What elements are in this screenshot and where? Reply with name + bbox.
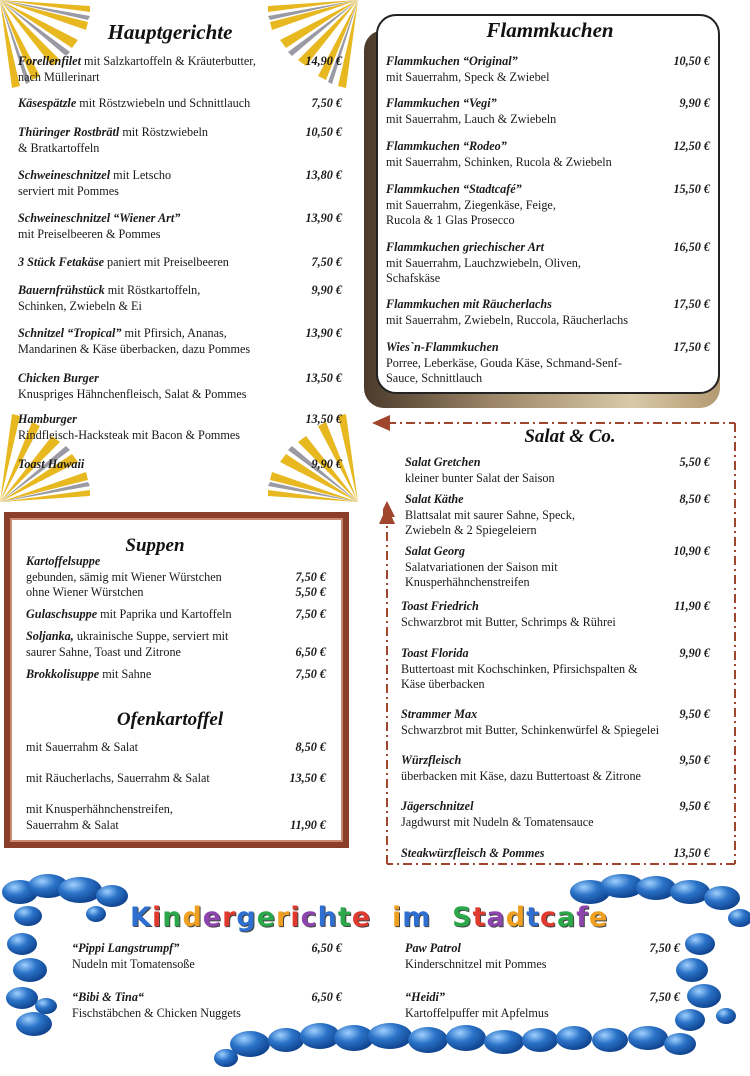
salat-title: Salat & Co. [524, 426, 616, 447]
item-desc-line2: Schinken, Zwiebeln & Ei [18, 298, 142, 313]
item-price: 17,50 € [673, 297, 710, 311]
item-price: 7,50 € [295, 667, 326, 681]
menu-item [18, 168, 303, 199]
item-price: 7,50 € [295, 570, 326, 584]
item-price: 13,50 € [289, 771, 326, 785]
suppen-title: Suppen [125, 535, 185, 556]
kartoffelsuppe-item [26, 554, 286, 570]
menu-item [18, 371, 303, 402]
item-price: 7,50 € [649, 990, 680, 1004]
item-price: 9,90 € [311, 283, 342, 297]
item-price: 13,80 € [305, 168, 342, 182]
item-desc: Nudeln mit Tomatensoße [72, 956, 195, 971]
menu-item [18, 326, 308, 357]
item-price: 9,50 € [679, 799, 710, 813]
item-name: Flammkuchen “Stadtcafé” [386, 182, 522, 196]
item-desc: Porree, Leberkäse, Gouda Käse, Schmand-Senf- [386, 355, 622, 370]
menu-item [386, 96, 676, 127]
kids-title-letter: e [351, 902, 372, 933]
item-price: 7,50 € [295, 607, 326, 621]
menu-item [18, 283, 303, 314]
menu-item [386, 340, 676, 387]
item-desc: Buttertoast mit Kochschinken, Pfirsichspalten & [401, 661, 638, 676]
item-name: Strammer Max [401, 707, 478, 721]
item-desc: mit Sauerrahm, Lauch & Zwiebeln [386, 111, 557, 126]
item-desc: überbacken mit Käse, dazu Buttertoast & Zitrone [401, 768, 641, 783]
item-desc-line2: saurer Sahne, Toast und Zitrone [26, 644, 181, 659]
kids-title-letter: i [151, 902, 163, 933]
item-name: Gulaschsuppe [26, 607, 98, 621]
item-price: 9,90 € [311, 457, 342, 471]
menu-item [18, 125, 303, 156]
item-name: Schweineschnitzel “Wiener Art” [18, 211, 181, 225]
item-price: 9,90 € [679, 646, 710, 660]
item-desc: mit Röstzwiebeln [119, 125, 208, 139]
menu-item [26, 802, 286, 833]
item-price: 10,50 € [673, 54, 710, 68]
item-desc: mit Sauerrahm, Schinken, Rucola & Zwiebeln [386, 154, 612, 169]
item-price: 9,90 € [679, 96, 710, 110]
item-name: Salat Käthe [405, 492, 464, 506]
kids-title-letter: e [589, 902, 609, 933]
item-name: Flammkuchen “Vegi” [386, 96, 497, 110]
item-price: 15,50 € [673, 182, 710, 196]
menu-item [18, 457, 303, 473]
item-price: 6,50 € [311, 941, 342, 955]
arrow-up-icon [379, 506, 395, 526]
item-desc-line2: Knusperhähnchenstreifen [405, 575, 530, 589]
item-desc: Schwarzbrot mit Butter, Schrimps & Rührei [401, 614, 616, 629]
kids-title-letter: c [300, 902, 318, 933]
item-name: Schnitzel “Tropical” [18, 326, 122, 340]
item-desc-line2: Schafskäse [386, 271, 441, 285]
kids-title-letter: h [317, 902, 338, 933]
menu-item [18, 211, 303, 242]
arrow-left-icon [372, 415, 392, 431]
flammkuchen-title: Flammkuchen [486, 18, 614, 42]
item-desc-line2: Knuspriges Hähnchenfleisch, Salat & Pommes [18, 386, 247, 401]
item-price: 12,50 € [673, 139, 710, 153]
item-name: Thüringer Rostbrätl [18, 125, 120, 139]
item-desc-line2: nach Müllerinart [18, 69, 100, 84]
item-name: Paw Patrol [405, 941, 461, 955]
item-desc-line2: Rindfleisch-Hacksteak mit Bacon & Pommes [18, 427, 241, 442]
item-name: Kartoffelsuppe [26, 554, 101, 568]
kids-title-letter: f [576, 902, 590, 933]
kids-title-letter: r [276, 902, 291, 933]
item-name: Toast Friedrich [401, 599, 479, 613]
kids-title-letter: m [402, 902, 432, 933]
ofenkartoffel-title: Ofenkartoffel [116, 709, 224, 730]
item-desc-line2: Sauce, Schnittlauch [386, 371, 483, 385]
item-desc: mit Sauerrahm, Speck & Zwiebel [386, 69, 550, 84]
item-price: 9,50 € [679, 753, 710, 767]
menu-item [18, 255, 303, 271]
item-price: 10,90 € [673, 544, 710, 558]
menu-item [18, 412, 303, 443]
item-name: Forellenfilet [18, 54, 81, 68]
item-name: Flammkuchen “Original” [386, 54, 518, 68]
item-desc: mit Röstzwiebeln und Schnittlauch [76, 96, 251, 110]
kids-title-letter: r [222, 902, 237, 933]
item-name: Salat Georg [405, 544, 465, 558]
item-name: Würzfleisch [401, 753, 462, 767]
kids-title-letter: t [472, 902, 487, 933]
item-desc-line2: mit Preiselbeeren & Pommes [18, 226, 161, 241]
kids-title-letter [431, 902, 452, 933]
kids-menu-item [405, 990, 635, 1021]
kids-title-letter: d [182, 902, 203, 933]
kindergerichte-title [130, 902, 609, 933]
item-desc-line2: & Bratkartoffeln [18, 140, 100, 155]
item-desc: mit Letscho [110, 168, 172, 182]
item-desc: mit Sauerrahm, Lauchzwiebeln, Oliven, [386, 255, 581, 270]
item-price: 13,50 € [305, 412, 342, 426]
item-desc: Blattsalat mit saurer Sahne, Speck, [405, 507, 575, 522]
menu-item [386, 139, 676, 170]
item-desc: ukrainische Suppe, serviert mit [73, 629, 229, 643]
item-price: 13,90 € [305, 211, 342, 225]
item-desc: mit Röstkartoffeln, [104, 283, 201, 297]
item-desc: Salatvariationen der Saison mit [405, 559, 558, 574]
item-name: Steakwürzfleisch & Pommes [401, 846, 545, 860]
menu-item [18, 96, 303, 112]
menu-item [386, 54, 676, 85]
item-desc: mit Sauerrahm, Zwiebeln, Ruccola, Räucherlachs [386, 312, 628, 327]
kids-title-letter: a [557, 902, 577, 933]
menu-item [386, 182, 676, 229]
kids-title-letter: c [540, 902, 558, 933]
soljanka-item [26, 629, 291, 660]
kids-title-letter: t [526, 902, 541, 933]
item-price: 9,50 € [679, 707, 710, 721]
item-name: “Pippi Langstrumpf” [72, 941, 180, 955]
kids-title-letter: e [256, 902, 277, 933]
menu-item [386, 240, 676, 287]
item-price: 8,50 € [679, 492, 710, 506]
item-desc: mit Sauerrahm, Ziegenkäse, Feige, [386, 197, 556, 212]
kids-title-letter [371, 902, 392, 933]
item-name: “Heidi” [405, 990, 445, 1004]
item-desc: Jagdwurst mit Nudeln & Tomatensauce [401, 814, 594, 829]
item-desc: Fischstäbchen & Chicken Nuggets [72, 1005, 241, 1020]
item-price: 7,50 € [649, 941, 680, 955]
item-price: 6,50 € [311, 990, 342, 1004]
item-price: 13,90 € [305, 326, 342, 340]
item-price: 10,50 € [305, 125, 342, 139]
item-desc: Kinderschnitzel mit Pommes [405, 956, 547, 971]
item-desc-line2: Zwiebeln & 2 Spiegeleiern [405, 523, 537, 537]
item-desc: mit Knusperhähnchenstreifen, [26, 802, 173, 816]
item-name: “Bibi & Tina“ [72, 990, 145, 1004]
kids-title-letter: t [337, 902, 352, 933]
item-price: 7,50 € [311, 96, 342, 110]
item-price: 13,50 € [673, 846, 710, 860]
item-desc: paniert mit Preiselbeeren [104, 255, 229, 269]
item-name: Hamburger [18, 412, 77, 426]
hauptgerichte-title: Hauptgerichte [107, 20, 233, 44]
kartoffelsuppe-variant [26, 585, 286, 601]
item-name: Toast Hawaii [18, 457, 85, 471]
item-desc-line2: Rucola & 1 Glas Prosecco [386, 213, 515, 227]
item-name: Soljanka, [26, 629, 74, 643]
item-desc-line2: serviert mit Pommes [18, 183, 119, 198]
item-name: Jägerschnitzel [401, 799, 474, 813]
item-desc: mit Salzkartoffeln & Kräuterbutter, [80, 54, 256, 68]
kids-title-letter: i [391, 902, 403, 933]
kartoffelsuppe-variant [26, 570, 286, 586]
kids-title-letter: K [130, 902, 152, 933]
item-name: Salat Gretchen [405, 455, 481, 469]
kids-title-letter: a [486, 902, 506, 933]
brokkolisuppe-item [26, 667, 286, 683]
item-desc-line2: Käse überbacken [401, 677, 485, 691]
item-name: Flammkuchen mit Räucherlachs [386, 297, 552, 311]
item-name: Bauernfrühstück [18, 283, 105, 297]
menu-item [26, 740, 286, 756]
item-name: Wies`n-Flammkuchen [386, 340, 499, 354]
item-desc: mit Sauerrahm & Salat [26, 740, 139, 754]
kids-title-letter: i [290, 902, 301, 933]
item-name: Schweineschnitzel [18, 168, 111, 182]
item-price: 17,50 € [673, 340, 710, 354]
item-desc: kleiner bunter Salat der Saison [405, 470, 555, 485]
item-desc: Kartoffelpuffer mit Apfelmus [405, 1005, 549, 1020]
item-price: 16,50 € [673, 240, 710, 254]
kids-title-letter: g [236, 902, 257, 933]
item-price: 5,50 € [679, 455, 710, 469]
item-price: 14,90 € [305, 54, 342, 68]
item-desc: mit Paprika und Kartoffeln [97, 607, 232, 621]
item-name: Käsespätzle [18, 96, 77, 110]
menu-item [18, 54, 303, 85]
item-desc: gebunden, sämig mit Wiener Würstchen [26, 570, 222, 584]
item-name: Brokkolisuppe [26, 667, 100, 681]
item-price: 6,50 € [295, 645, 326, 659]
item-price: 5,50 € [295, 585, 326, 599]
item-desc: ohne Wiener Würstchen [26, 585, 144, 599]
item-desc: mit Räucherlachs, Sauerrahm & Salat [26, 771, 210, 785]
kids-title-letter: S [452, 902, 473, 933]
item-desc-line2: Mandarinen & Käse überbacken, dazu Pommes [18, 341, 251, 356]
kids-title-letter: e [202, 902, 223, 933]
item-price: 11,90 € [674, 599, 710, 613]
item-name: Flammkuchen griechischer Art [386, 240, 545, 254]
gulaschsuppe-item [26, 607, 286, 623]
item-name: Toast Florida [401, 646, 469, 660]
kids-menu-item [72, 990, 302, 1021]
item-name: Flammkuchen “Rodeo” [386, 139, 507, 153]
item-desc: mit Pfirsich, Ananas, [121, 326, 227, 340]
item-price: 13,50 € [305, 371, 342, 385]
kids-title-letter: n [162, 902, 183, 933]
menu-item [26, 771, 286, 787]
item-desc: mit Sahne [99, 667, 152, 681]
item-desc: Schwarzbrot mit Butter, Schinkenwürfel & Spiegelei [401, 722, 660, 737]
kids-menu-item [72, 941, 302, 972]
item-price: 11,90 € [290, 818, 326, 832]
item-desc-line2: Sauerrahm & Salat [26, 817, 119, 832]
item-price: 7,50 € [311, 255, 342, 269]
item-name: Chicken Burger [18, 371, 99, 385]
item-name: 3 Stück Fetakäse [18, 255, 104, 269]
item-price: 8,50 € [295, 740, 326, 754]
kids-title-letter: d [505, 902, 527, 933]
kids-menu-item [405, 941, 635, 972]
